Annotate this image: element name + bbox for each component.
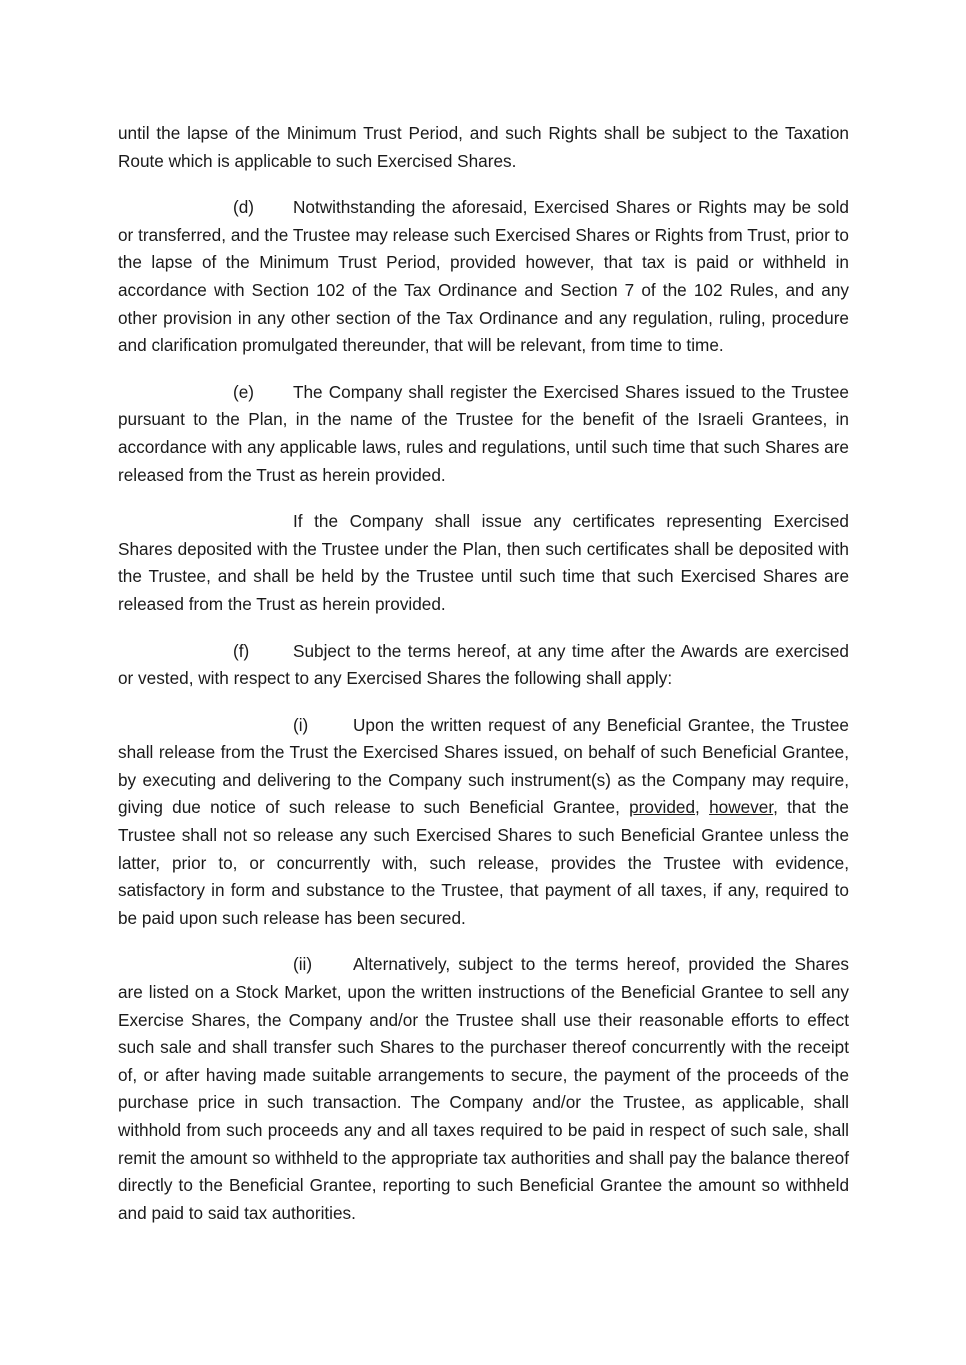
paragraph-f-ii [118,951,849,1227]
paragraph-label: (ii) [293,954,313,975]
paragraph-d [118,194,849,360]
paragraph-label: (d) [233,197,255,218]
paragraph-text: until the lapse of the Minimum Trust Period, and such Rights shall be subject to the Taxation Route which is applicable to such Exercised Shares. [118,123,849,171]
paragraph-label: (f) [233,640,250,661]
paragraph-f-i [118,712,849,933]
paragraph-f [118,638,849,693]
paragraph-text: Notwithstanding the aforesaid, Exercised Shares or Rights may be sold or transferred, and the Trustee may release such Exercised Shares or Rights from Trust, prior to the lapse of the Minimum Trust Period, provided however, that tax is paid or withheld in accordance with Section 102 of the Tax Ordinance and Section 7 of the 102 Rules, and any other provision in any other section of the Tax Ordinance and any regulation, ruling, procedure and clarification promulgated thereunder, that will be relevant, from time to time. [118,197,849,356]
paragraph-text: , that the Trustee shall not so release any such Exercised Shares to such Beneficial Grantee unless the latter, prior to, or concurrently with, such release, provides the Trustee with evidence, satisfactory in form and substance to the Trustee, that payment of all taxes, if any, required to be paid upon such release has been secured. [118,797,849,928]
separator-text: , [695,797,710,818]
paragraph-continuation [118,120,849,175]
paragraph-text: Alternatively, subject to the terms hereof, provided the Shares are listed on a Stock Market, upon the written instructions of the Beneficial Grantee to sell any Exercise Shares, the Company and/or the Trustee shall use their reasonable efforts to effect such sale and shall transfer such Shares to the purchaser thereof concurrently with the receipt of, or after having made suitable arrangements to secure, the payment of the proceeds of the purchase price in such transaction. The Company and/or the Trustee, as applicable, shall withhold from such proceeds any and all taxes required to be paid in respect of such sale, shall remit the amount so withheld to the appropriate tax authorities and shall pay the balance thereof directly to the Beneficial Grantee, reporting to such Beneficial Grantee the amount so withheld and paid to said tax authorities. [118,954,849,1223]
paragraph-text: Subject to the terms hereof, at any time after the Awards are exercised or vested, with respect to any Exercised Shares the following shall apply: [118,640,849,689]
paragraph-text: Upon the written request of any Beneficial Grantee, the Trustee shall release from the Trust the Exercised Shares issued, on behalf of such Beneficial Grantee, by executing and delivering to the Company such instrument(s) as the Company may require, giving due notice of such release to such Beneficial Grantee, [118,714,849,818]
paragraph-label: (i) [293,714,309,735]
paragraph-text: If the Company shall issue any certificates representing Exercised Shares deposited with the Trustee under the Plan, then such certificates shall be deposited with the Trustee, and shall be held by the Trustee until such time that such Exercised Shares are released from the Trust as herein provided. [118,511,849,614]
underlined-term-provided: provided [629,797,696,818]
paragraph-label: (e) [233,381,255,402]
underlined-term-however: however [709,797,774,818]
paragraph-text: The Company shall register the Exercised Shares issued to the Trustee pursuant to the Plan, in the name of the Trustee for the benefit of the Israeli Grantees, in accordance with any applicable laws, rules and regulations, until such time that such Shares are released from the Trust as herein provided. [118,381,849,485]
paragraph-e-certificates [118,508,849,618]
document-page [118,120,849,1246]
paragraph-e [118,379,849,489]
